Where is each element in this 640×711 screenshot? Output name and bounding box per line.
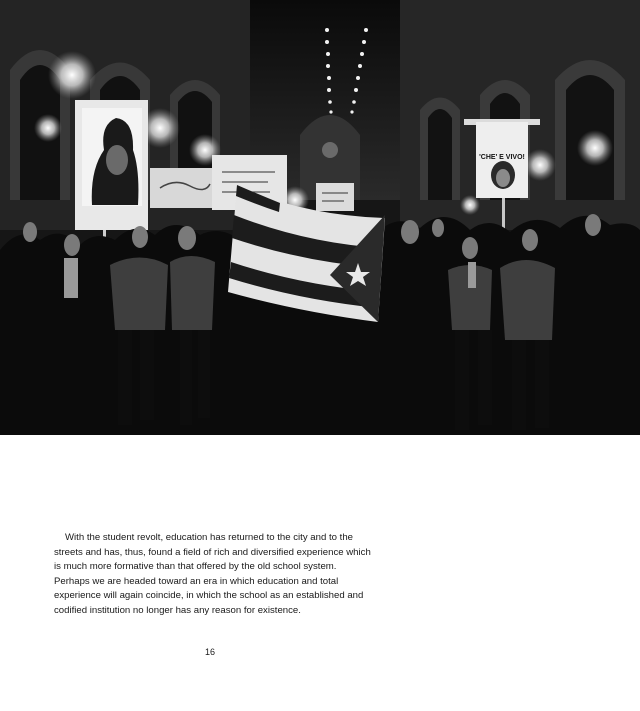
- caption-line: With the student revolt, education has returned to the city and to the: [65, 532, 353, 543]
- caption-line: experience will again coincide, in which the school as an established and: [54, 590, 364, 602]
- caption-line: Perhaps we are headed toward an era in which education and total: [54, 575, 339, 587]
- caption-line: streets and has, thus, found a field of rich and diversified experience which: [54, 546, 371, 558]
- caption-line: is much more formative than that offered by the old school system.: [54, 561, 337, 573]
- page-number: 16: [205, 647, 216, 657]
- caption-paragraph: [54, 531, 404, 619]
- placard-slogan: 'CHE' E VIVO!: [479, 154, 525, 161]
- caption-line: codified institution no longer has any reason for existence.: [54, 604, 301, 616]
